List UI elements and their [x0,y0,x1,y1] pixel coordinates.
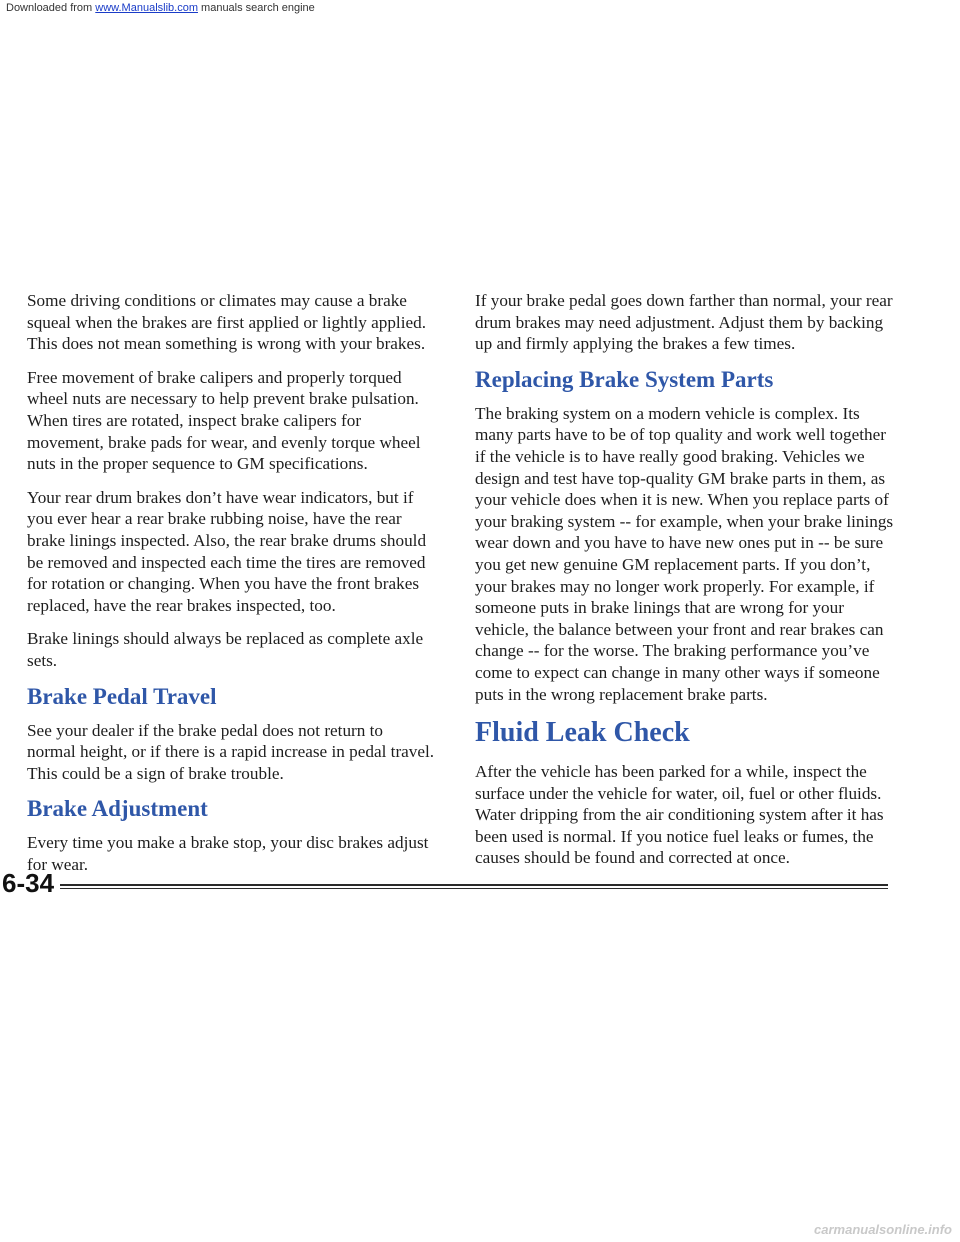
fluid-leak-check-paragraph: After the vehicle has been parked for a while, inspect the surface under the vehicle for water, oil, fuel or other fluids. Water dripping from the air conditioning system after it has been used is normal. If you notice fuel leaks or fumes, the causes should be found and corrected at once. [475,762,884,868]
replacing-brake-parts-heading: Replacing Brake System Parts [475,366,774,392]
right-column [475,290,899,881]
site-watermark: carmanualsonline.info [814,1222,952,1237]
watermark-suffix: manuals search engine [197,2,315,14]
rear-drum-brakes-paragraph: Your rear drum brakes don’t have wear indicators, but if you ever hear a rear brake rubbing noise, have the rear brake linings inspected. Also, the rear brake drums should be removed and inspected each time the tires are removed for rotation or changing. When you have the front brakes replaced, have the rear brakes inspected, too. [27,487,427,615]
pedal-adjustment-paragraph: If your brake pedal goes down farther than normal, your rear drum brakes may need adjustment. Adjust them by backing up and firmly applying the brakes a few times. [475,291,893,354]
page-footer [0,868,960,908]
brake-pedal-travel-paragraph: See your dealer if the brake pedal does not return to normal height, or if there is a rapid increase in pedal travel. This could be a sign of brake trouble. [27,720,435,783]
fluid-leak-check-heading: Fluid Leak Check [475,717,690,749]
brake-linings-paragraph: Brake linings should always be replaced as complete axle sets. [27,629,424,670]
brake-adjustment-heading: Brake Adjustment [27,796,208,822]
brake-adjustment-paragraph: Every time you make a brake stop, your disc brakes adjust for wear. [27,833,429,874]
brake-calipers-paragraph: Free movement of brake calipers and properly torqued wheel nuts are necessary to help prevent brake pulsation. When tires are rotated, inspect brake calipers for movement, brake pads for wear, and evenly torque wheel nuts in the proper sequence to GM specifications. [27,367,421,474]
replacing-brake-parts-paragraph: The braking system on a modern vehicle is complex. Its many parts have to be of top quality and work well together if the vehicle is to have really good braking. Vehicles we design and test have top-quality GM brake parts in them, as your vehicle does when it is new. When you replace parts of your braking system -- for example, when your brake linings wear down and you have to have new ones put in -- be sure you get new genuine GM replacement parts. If you don’t, your brakes may no longer work properly. For example, if someone puts in brake linings that are wrong for your vehicle, the balance between your front and rear brakes can change -- for the worse. The braking performance you’ve come to expect can change in many other ways if someone puts in the wrong replacement brake parts. [475,403,894,704]
footer-rule-thin [60,888,888,889]
page-number: 6-34 [2,868,55,898]
footer-rule-thick [60,884,888,886]
brake-squeal-paragraph: Some driving conditions or climates may cause a brake squeal when the brakes are first applied or lightly applied. This does not mean something is wrong with your brakes. [27,291,427,354]
download-watermark [6,2,315,14]
manualslib-link[interactable]: www.Manualslib.com [95,2,198,14]
left-column [27,290,435,887]
watermark-prefix: Downloaded from [6,2,96,14]
brake-pedal-travel-heading: Brake Pedal Travel [27,683,217,709]
